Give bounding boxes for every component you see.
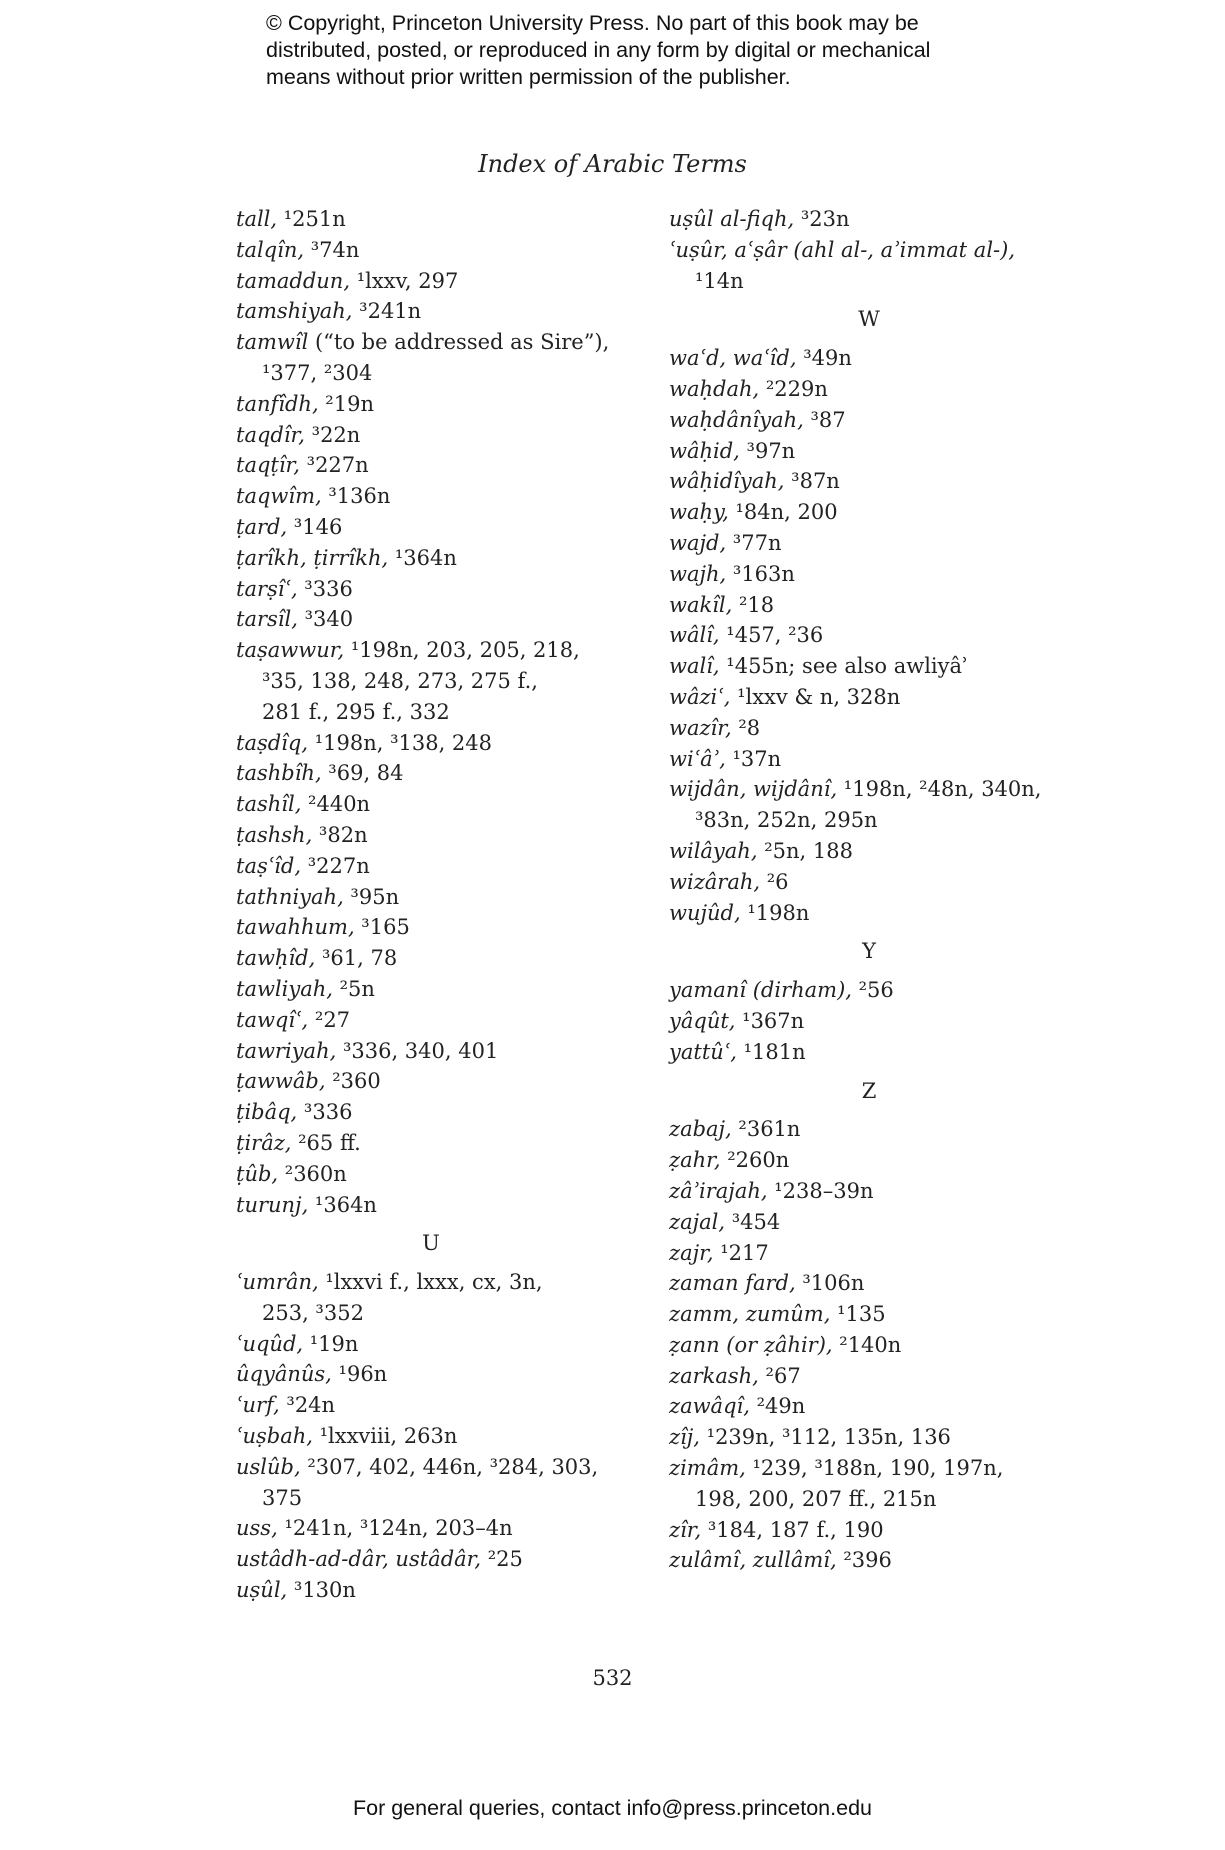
index-term: waʿd, waʿîd, <box>669 346 797 371</box>
index-term: tawqîʿ, <box>236 1007 309 1032</box>
index-term: ṭirâz, <box>236 1130 292 1155</box>
index-entry <box>669 528 1109 559</box>
index-term: tarṣîʿ, <box>236 576 298 601</box>
index-entry <box>669 1006 1109 1037</box>
index-term: zîj, <box>669 1425 700 1450</box>
index-refs: ³165 <box>354 915 410 940</box>
index-entry <box>236 235 646 266</box>
index-entry <box>669 1037 1109 1068</box>
index-term: tall, <box>236 207 278 231</box>
index-refs: ¹241n, ³124n, 203–4n <box>277 1516 513 1541</box>
index-term: ʿurf, <box>236 1393 280 1418</box>
index-entry <box>669 466 1109 497</box>
index-entry <box>669 1515 1109 1546</box>
index-term: tanfîdh, <box>236 391 319 416</box>
index-term: tawḥîd, <box>236 946 316 971</box>
index-entry <box>236 1066 646 1097</box>
index-refs: ¹lxxvi f., lxxx, cx, 3n, <box>318 1270 543 1295</box>
index-entry <box>236 1359 646 1390</box>
index-term: taqdîr, <box>236 422 305 447</box>
index-term: tamwîl <box>236 330 309 355</box>
index-term: tarsîl, <box>236 607 298 632</box>
index-entry <box>236 1390 646 1421</box>
index-entry <box>236 666 646 697</box>
index-term: ûqyânûs, <box>236 1362 332 1387</box>
index-refs: ³35, 138, 248, 273, 275 f., <box>262 668 538 693</box>
index-entry <box>236 912 646 943</box>
index-entry <box>236 296 646 327</box>
index-refs: ³454 <box>725 1209 781 1234</box>
index-term: taqwîm, <box>236 484 322 509</box>
index-term: wakîl, <box>669 592 733 617</box>
index-entry <box>236 943 646 974</box>
index-entry <box>236 420 646 451</box>
index-term: wijdân, wijdânî, <box>669 777 838 802</box>
index-refs: 281 f., 295 f., 332 <box>262 699 450 724</box>
index-term: zajal, <box>669 1209 726 1234</box>
index-refs: ³77n <box>726 530 782 555</box>
index-entry <box>236 1452 646 1483</box>
index-term: turunj, <box>236 1192 309 1217</box>
index-term: wilâyah, <box>669 838 758 863</box>
index-entry <box>669 836 1109 867</box>
index-term: uss, <box>236 1516 278 1541</box>
index-term: talqîn, <box>236 237 305 262</box>
index-entry <box>669 436 1109 467</box>
index-term: zulâmî, zullâmî, <box>669 1548 837 1573</box>
index-refs: ¹96n <box>331 1362 388 1387</box>
index-term: taṣʿîd, <box>236 853 302 878</box>
copyright-line-1: © Copyright, Princeton University Press. No part of this book may be <box>266 11 919 35</box>
index-refs: ³74n <box>304 237 360 262</box>
index-entry <box>669 1545 1109 1576</box>
index-term: yâqût, <box>669 1008 736 1033</box>
index-term: wujûd, <box>669 900 741 925</box>
copyright-notice <box>266 10 1026 91</box>
index-entry <box>669 1422 1109 1453</box>
index-term: wajd, <box>669 530 727 555</box>
index-term: zarkash, <box>669 1363 759 1388</box>
index-entry <box>236 1483 646 1514</box>
index-refs: ³95n <box>343 884 400 909</box>
index-term: taqṭîr, <box>236 453 300 478</box>
index-entry <box>669 651 1109 682</box>
index-term: ẓann (or ẓâhir), <box>669 1332 833 1357</box>
index-term: tamaddun, <box>236 268 351 293</box>
index-term: yamanî (dirham), <box>669 978 852 1003</box>
index-refs: ¹455n; see also awliyâʾ <box>719 654 969 679</box>
index-refs: ¹181n <box>736 1039 806 1064</box>
index-term: wâḥidîyah, <box>669 469 785 494</box>
index-refs: ²396 <box>836 1548 892 1573</box>
index-refs: ¹239n, ³112, 135n, 136 <box>699 1425 951 1450</box>
index-term: tathniyah, <box>236 884 344 909</box>
index-refs: ¹239, ³188n, 190, 197n, <box>745 1456 1004 1481</box>
index-entry <box>236 820 646 851</box>
index-refs: ¹135 <box>830 1302 886 1327</box>
index-term: waḥdah, <box>669 376 760 401</box>
index-entry <box>236 604 646 635</box>
index-term: zaman fard, <box>669 1271 796 1296</box>
index-refs: ²260n <box>720 1148 790 1173</box>
index-term: tashîl, <box>236 792 302 817</box>
section-letter: Z <box>861 1078 877 1103</box>
index-entry <box>669 405 1109 436</box>
index-entry <box>669 713 1109 744</box>
index-entry <box>236 789 646 820</box>
index-entry <box>236 1575 646 1606</box>
index-refs: ²56 <box>851 978 894 1003</box>
index-refs: ³241n <box>352 299 422 324</box>
index-entry <box>236 1097 646 1128</box>
index-entry <box>669 1484 1109 1515</box>
index-refs: ²49n <box>749 1394 806 1419</box>
index-entry <box>236 389 646 420</box>
index-term: tawahhum, <box>236 915 355 940</box>
index-term: taṣdîq, <box>236 730 309 755</box>
index-refs: ²307, 402, 446n, ³284, 303, <box>300 1454 599 1479</box>
index-entry <box>236 481 646 512</box>
index-refs: ³227n <box>301 853 370 878</box>
index-refs: ³61, 78 <box>315 946 398 971</box>
index-entry <box>669 867 1109 898</box>
index-term: waḥy, <box>669 500 729 525</box>
index-refs: ¹lxxv, 297 <box>350 268 459 293</box>
page-title: Index of Arabic Terms <box>478 150 747 178</box>
index-entry <box>669 1268 1109 1299</box>
index-entry <box>236 358 646 389</box>
index-entry <box>669 1453 1109 1484</box>
index-entry <box>236 1544 646 1575</box>
index-term: zawâqî, <box>669 1394 750 1419</box>
index-refs: ³130n <box>287 1578 356 1603</box>
index-term: uṣûl al-fiqh, <box>669 207 795 231</box>
index-entry <box>669 1330 1109 1361</box>
index-term: ustâdh-ad-dâr, ustâdâr, <box>236 1547 482 1572</box>
index-entry <box>236 1159 646 1190</box>
index-term: wiʿâʾ, <box>669 746 726 771</box>
index-term: wâḥid, <box>669 438 740 463</box>
index-entry <box>669 1238 1109 1269</box>
index-refs: ²19n <box>318 391 374 416</box>
index-refs: ¹lxxv & n, 328n <box>730 684 901 709</box>
index-term: taṣawwur, <box>236 638 345 663</box>
page-number: 532 <box>592 1666 633 1690</box>
index-term: yattûʿ, <box>669 1039 737 1064</box>
index-term: wâlî, <box>669 623 720 648</box>
index-column-right <box>669 204 1109 1576</box>
index-entry <box>669 682 1109 713</box>
index-entry <box>236 543 646 574</box>
index-refs: ³24n <box>279 1393 336 1418</box>
index-refs: ³87 <box>803 407 846 432</box>
index-term: zâʾirajah, <box>669 1178 768 1203</box>
index-entry <box>669 1145 1109 1176</box>
index-entry <box>669 1299 1109 1330</box>
index-refs: ¹377, ²304 <box>262 360 373 385</box>
index-refs: ³146 <box>287 514 343 539</box>
index-refs: ³136n <box>321 484 391 509</box>
index-term: ṭarîkh, ṭirrîkh, <box>236 545 389 570</box>
footer-contact: For general queries, contact info@press.princeton.edu <box>352 1796 872 1820</box>
index-entry <box>236 450 646 481</box>
index-term: wizârah, <box>669 869 761 894</box>
index-refs: ¹364n <box>308 1192 377 1217</box>
index-entry <box>236 1267 646 1298</box>
index-entry <box>236 851 646 882</box>
index-refs: ³23n <box>794 207 850 231</box>
index-term: wâziʿ, <box>669 684 731 709</box>
index-entry <box>236 728 646 759</box>
index-refs: ¹19n <box>303 1331 359 1356</box>
index-refs: ¹84n, 200 <box>728 500 838 525</box>
index-entry <box>669 1207 1109 1238</box>
index-term: uslûb, <box>236 1454 301 1479</box>
index-term: wazîr, <box>669 715 732 740</box>
index-term: zamm, zumûm, <box>669 1302 831 1327</box>
index-refs: ³336 <box>297 576 353 601</box>
index-entry <box>669 343 1109 374</box>
index-refs: (“to be addressed as Sire”), <box>308 330 610 355</box>
index-entry <box>236 635 646 666</box>
index-refs: ²6 <box>760 869 789 894</box>
index-entry <box>669 1391 1109 1422</box>
index-entry <box>669 898 1109 929</box>
index-refs: ³83n, 252n, 295n <box>695 808 878 833</box>
index-refs: ³106n <box>795 1271 865 1296</box>
index-entry <box>669 975 1109 1006</box>
index-column-left <box>236 204 646 1606</box>
index-term: ṭashsh, <box>236 822 313 847</box>
index-refs: ²140n <box>832 1332 902 1357</box>
index-entry <box>236 327 646 358</box>
index-entry <box>236 1421 646 1452</box>
section-letter: U <box>422 1231 440 1256</box>
copyright-line-2: distributed, posted, or reproduced in any form by digital or mechanical <box>266 38 931 62</box>
index-entry <box>236 758 646 789</box>
index-entry <box>669 590 1109 621</box>
index-term: tawriyah, <box>236 1038 337 1063</box>
index-refs: ³82n <box>312 822 368 847</box>
index-term: ṭard, <box>236 514 288 539</box>
index-entry <box>669 1114 1109 1145</box>
index-term: zimâm, <box>669 1456 746 1481</box>
index-refs: ³163n <box>726 561 795 586</box>
index-refs: ²229n <box>759 376 828 401</box>
section-letter: Y <box>862 939 876 964</box>
index-entry <box>669 204 1109 235</box>
index-term: zajr, <box>669 1240 714 1265</box>
index-refs: ²440n <box>301 792 371 817</box>
index-entry <box>669 1176 1109 1207</box>
index-refs: ²5n <box>332 976 375 1001</box>
index-refs: ²361n <box>731 1117 801 1142</box>
index-refs: 375 <box>262 1485 303 1510</box>
index-entry <box>236 697 646 728</box>
index-term: ʿuṣbah, <box>236 1424 313 1449</box>
index-refs: ¹14n <box>695 268 744 293</box>
index-term: ʿuqûd, <box>236 1331 304 1356</box>
index-refs: ²18 <box>732 592 775 617</box>
index-refs: ³87n <box>784 469 840 494</box>
index-refs: ³336 <box>297 1100 353 1125</box>
index-refs: ¹198n, 203, 205, 218, <box>344 638 580 663</box>
index-refs: ¹238–39n <box>767 1178 874 1203</box>
index-entry <box>236 204 646 235</box>
index-entry <box>669 774 1109 805</box>
index-refs: ¹457, ²36 <box>719 623 824 648</box>
index-entry <box>669 744 1109 775</box>
index-refs: ¹198n <box>740 900 810 925</box>
index-refs: 198, 200, 207 ff., 215n <box>695 1486 937 1511</box>
index-refs: ²65 ff. <box>291 1130 361 1155</box>
index-refs: ³227n <box>299 453 369 478</box>
index-refs: ¹364n <box>388 545 457 570</box>
index-entry <box>669 1361 1109 1392</box>
index-refs: ²27 <box>308 1007 351 1032</box>
index-entry <box>669 559 1109 590</box>
index-refs: ¹251n <box>277 207 346 231</box>
index-refs: ¹lxxviii, 263n <box>312 1424 458 1449</box>
index-refs: ²25 <box>481 1547 523 1572</box>
index-refs: ³336, 340, 401 <box>336 1038 499 1063</box>
index-entry <box>236 1513 646 1544</box>
index-term: tawliyah, <box>236 976 333 1001</box>
index-entry <box>236 1298 646 1329</box>
index-term: tashbîh, <box>236 761 322 786</box>
index-refs: ²5n, 188 <box>757 838 853 863</box>
index-entry <box>669 805 1109 836</box>
index-refs: ¹37n <box>725 746 782 771</box>
index-refs: ²360 <box>325 1069 381 1094</box>
index-refs: ³97n <box>739 438 796 463</box>
index-entry <box>236 882 646 913</box>
index-refs: ¹198n, ³138, 248 <box>308 730 493 755</box>
section-letter: W <box>858 307 880 332</box>
index-term: ṭibâq, <box>236 1100 298 1125</box>
index-term: ṭawwâb, <box>236 1069 326 1094</box>
index-refs: ³340 <box>297 607 354 632</box>
index-refs: ³22n <box>304 422 361 447</box>
index-entry <box>236 1128 646 1159</box>
index-refs: ³49n <box>796 346 852 371</box>
index-entry <box>236 974 646 1005</box>
index-refs: ²8 <box>731 715 761 740</box>
index-term: uṣûl, <box>236 1578 288 1603</box>
index-entry <box>669 235 1109 266</box>
index-refs: ¹217 <box>713 1240 769 1265</box>
index-term: ʿumrân, <box>236 1270 319 1295</box>
index-entry <box>236 266 646 297</box>
index-term: waḥdânîyah, <box>669 407 804 432</box>
index-entry <box>669 374 1109 405</box>
index-term: zabaj, <box>669 1117 732 1142</box>
index-entry <box>236 1005 646 1036</box>
index-entry <box>236 1036 646 1067</box>
index-entry <box>236 512 646 543</box>
index-entry <box>669 266 1109 297</box>
index-term: zîr, <box>669 1517 702 1542</box>
index-term: ẓahr, <box>669 1148 721 1173</box>
index-entry <box>236 1190 646 1221</box>
index-refs: ¹367n <box>735 1008 805 1033</box>
index-refs: ²67 <box>758 1363 801 1388</box>
index-term: walî, <box>669 654 720 679</box>
copyright-line-3: means without prior written permission of the publisher. <box>266 65 791 89</box>
index-entry <box>669 497 1109 528</box>
index-refs: ³69, 84 <box>321 761 404 786</box>
index-entry <box>669 620 1109 651</box>
index-refs: ²360n <box>278 1161 347 1186</box>
index-refs: 253, ³352 <box>262 1300 364 1325</box>
index-term: wajh, <box>669 561 727 586</box>
index-refs: ¹198n, ²48n, 340n, <box>837 777 1042 802</box>
index-term: tamshiyah, <box>236 299 353 324</box>
index-term: ʿuṣûr, aʿṣâr (ahl al-, aʾimmat al-), <box>669 237 1015 262</box>
index-refs: ³184, 187 f., 190 <box>701 1517 884 1542</box>
index-entry <box>236 574 646 605</box>
index-term: ṭûb, <box>236 1161 279 1186</box>
index-entry <box>236 1329 646 1360</box>
